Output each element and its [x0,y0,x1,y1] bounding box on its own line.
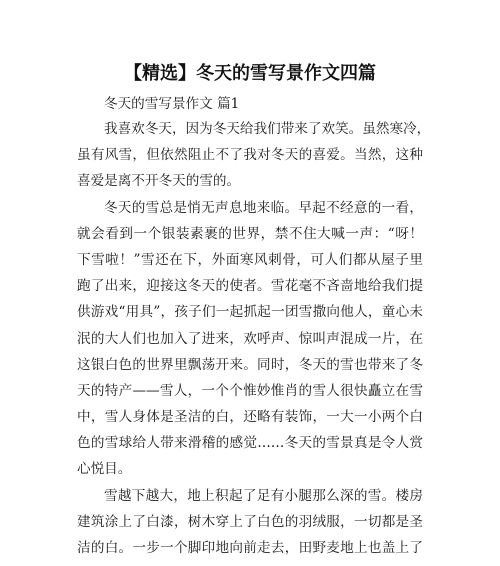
article-body [77,116,431,561]
paragraph-1 [77,116,431,195]
text-line: 这银白色的世界里飘荡开来。同时，冬天的雪也带来了冬 [77,356,423,373]
text-line: 心悦目。 [77,461,132,478]
text-line: 就会看到一个银装素裹的世界，禁不住大喊一声：“呀！ [77,225,423,242]
text-line: 雪越下越大，地上积起了足有小腿那么深的雪。楼房 [104,487,423,504]
paragraph-2 [77,195,423,483]
text-line: 泯的大人们也加入了进来，欢呼声、惊叫声混成一片，在 [77,330,423,347]
text-line: 色的雪球给人带来滑稽的感觉……冬天的雪景真是令人赏 [77,435,423,452]
text-line: 中，雪人身体是圣洁的白，还略有装饰，一大一小两个白 [77,409,423,426]
text-line: 虽有风雪，但依然阻止不了我对冬天的喜爱。当然，这种 [77,147,423,164]
text-line: 喜爱是离不开冬天的雪的。 [77,173,241,190]
text-line: 建筑涂上了白漆，树木穿上了白色的羽绒服，一切都是圣 [77,513,423,530]
document-title: 【精选】冬天的雪写景作文四篇 [124,63,376,84]
text-line: 冬天的雪总是悄无声息地来临。早起不经意的一看， [104,199,423,216]
text-line: 天的特产——雪人，一个个惟妙惟肖的雪人很快矗立在雪 [77,382,423,399]
text-line: 跑了出来，迎接这冬天的使者。雪花毫不吝啬地给我们提 [77,278,423,295]
text-line: 我喜欢冬天，因为冬天给我们带来了欢笑。虽然寒冷， [104,121,431,137]
paragraph-3 [77,483,423,562]
text-line: 下雪啦！”雪还在下，外面寒风刺骨，可人们都从屋子里 [77,251,423,268]
section-heading: 冬天的雪写景作文 篇1 [104,96,240,112]
text-line: 洁的白。一步一个脚印地向前走去，田野麦地上也盖上了 [77,540,423,556]
text-line: 供游戏“用具”，孩子们一起抓起一团雪撒向他人，童心未 [77,304,423,321]
